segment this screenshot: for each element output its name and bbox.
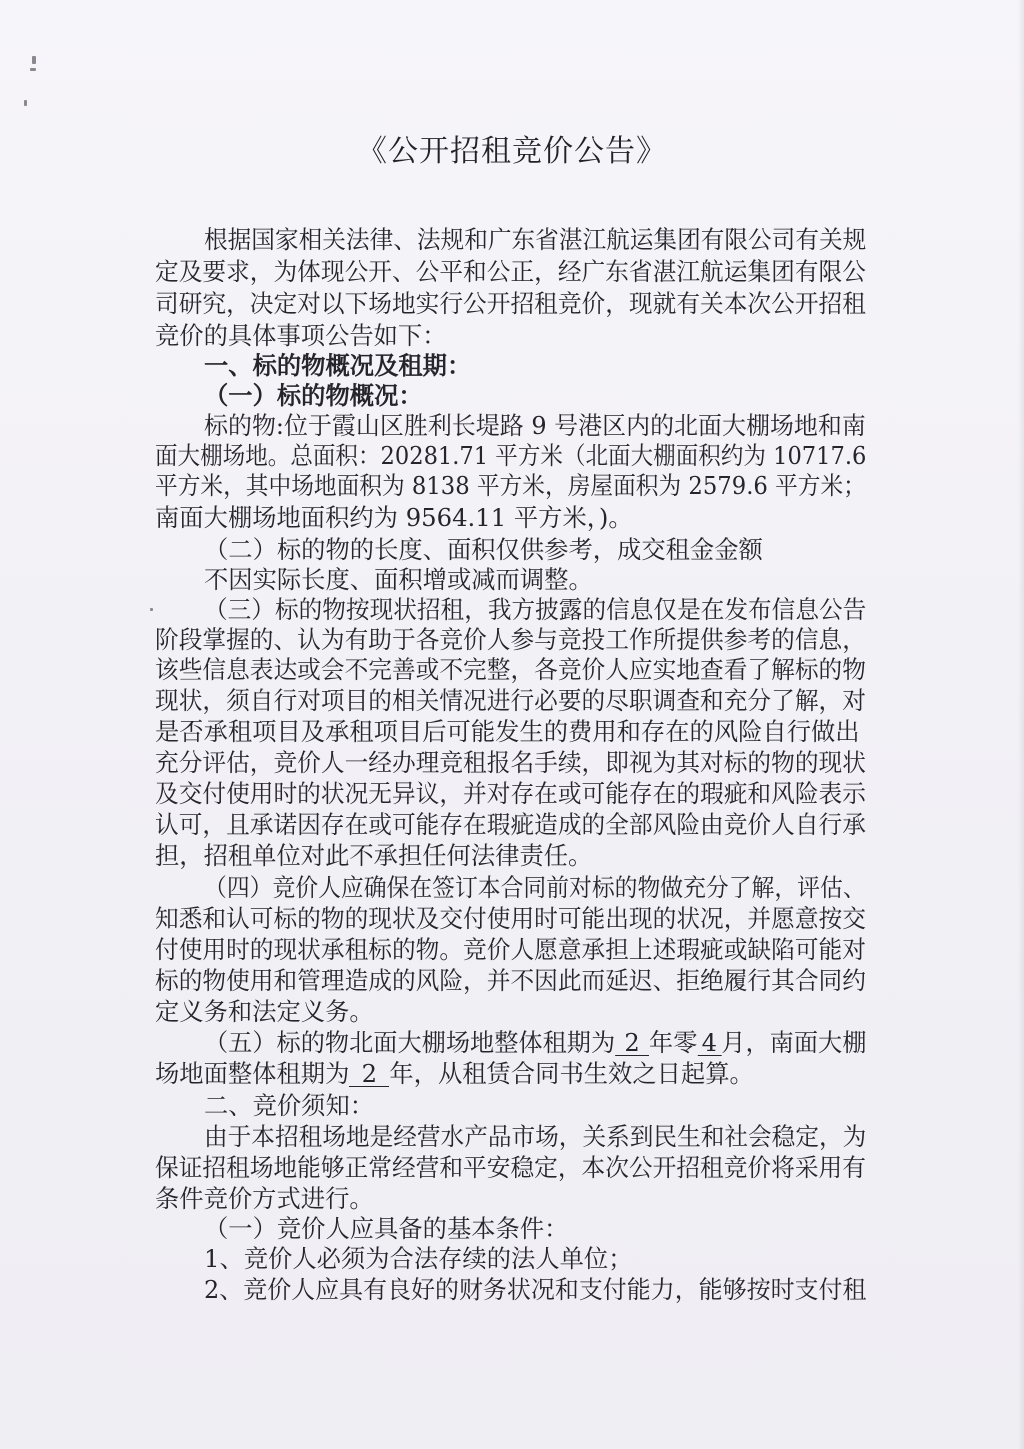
scan-mark [24, 100, 27, 106]
term-text: （五）标的物北面大棚场地整体租期为 [204, 1028, 616, 1057]
scan-mark [150, 608, 153, 611]
lease-term-line-north [204, 1028, 866, 1058]
body-line: 及交付使用时的状况无异议，并对存在或可能存在的瑕疵和风险表示 [155, 779, 866, 808]
body-line: 知悉和认可标的物的现状及交付使用时可能出现的状况，并愿意按交 [155, 904, 866, 933]
body-line: 标的物使用和管理造成的风险，并不因此而延迟、拒绝履行其合同约 [155, 966, 866, 995]
body-line: 担，招租单位对此不承担任何法律责任。 [155, 841, 593, 870]
lease-term-line-south [155, 1059, 754, 1089]
body-line: 根据国家相关法律、法规和广东省湛江航运集团有限公司有关规 [204, 225, 867, 254]
body-line: 付使用时的现状承租标的物。竞价人愿意承担上述瑕疵或缺陷可能对 [155, 935, 866, 964]
subsection-heading: （一）竞价人应具备的基本条件： [204, 1214, 569, 1243]
body-line: 阶段掌握的、认为有助于各竞价人参与竞投工作所提供参考的信息， [155, 625, 866, 654]
body-line: 面大棚场地。总面积：20281.71 平方米（北面大棚面积约为 10717.6 [155, 441, 867, 470]
scan-edge-shadow [1018, 0, 1024, 1449]
term-text: 月，南面大棚 [721, 1028, 867, 1057]
body-line: 现状，须自行对项目的相关情况进行必要的尽职调查和充分了解，对 [155, 686, 866, 715]
list-item: 1、竞价人必须为合法存续的法人单位； [204, 1244, 633, 1273]
document-title: 《公开招租竞价公告》 [357, 134, 667, 169]
north-years-value: 2 [615, 1031, 649, 1056]
body-line: 定义务和法定义务。 [155, 997, 374, 1026]
scan-mark [32, 56, 36, 64]
body-line: （二）标的物的长度、面积仅供参考，成交租金金额 [204, 535, 763, 564]
body-line: 定及要求，为体现公开、公平和公正，经广东省湛江航运集团有限公 [155, 257, 866, 286]
north-months-value: 4 [697, 1031, 721, 1056]
term-text: 年，从租赁合同书生效之日起算。 [389, 1059, 754, 1088]
body-line: 充分评估，竞价人一经办理竞租报名手续，即视为其对标的物的现状 [155, 748, 866, 777]
body-line: 保证招租场地能够正常经营和平安稳定，本次公开招租竞价将采用有 [155, 1153, 866, 1182]
list-item: 2、竞价人应具有良好的财务状况和支付能力，能够按时支付租 [204, 1275, 867, 1304]
body-line: 南面大棚场地面积约为 9564.11 平方米，)。 [155, 503, 633, 532]
body-line: 竞价的具体事项公告如下： [155, 321, 447, 350]
body-line: （三）标的物按现状招租，我方披露的信息仅是在发布信息公告 [204, 595, 867, 624]
body-line: 司研究，决定对以下场地实行公开招租竞价，现就有关本次公开招租 [155, 289, 866, 318]
body-line: 不因实际长度、面积增或减而调整。 [204, 565, 593, 594]
body-line: 该些信息表达或会不完善或不完整，各竞价人应实地查看了解标的物 [155, 655, 866, 684]
section-heading: 二、竞价须知： [204, 1091, 375, 1120]
body-line: （四）竞价人应确保在签订本合同前对标的物做充分了解，评估、 [204, 873, 866, 902]
subsection-heading: （一）标的物概况： [204, 381, 423, 410]
scan-mark [30, 68, 36, 71]
body-line: 条件竞价方式进行。 [155, 1184, 374, 1213]
body-line: 认可，且承诺因存在或可能存在瑕疵造成的全部风险由竞价人自行承 [155, 810, 866, 839]
term-text: 年零 [649, 1028, 698, 1057]
body-line: 是否承租项目及承租项目后可能发生的费用和存在的风险自行做出 [155, 717, 860, 746]
body-line: 平方米，其中场地面积为 8138 平方米，房屋面积为 2579.6 平方米； [155, 471, 866, 500]
body-line: 标的物:位于霞山区胜利长堤路 9 号港区内的北面大棚场地和南 [204, 411, 866, 440]
body-line: 由于本招租场地是经营水产品市场，关系到民生和社会稳定，为 [204, 1122, 867, 1151]
term-text: 场地面整体租期为 [155, 1059, 350, 1088]
south-years-value: 2 [349, 1062, 389, 1087]
section-heading: 一、标的物概况及租期： [204, 351, 472, 380]
